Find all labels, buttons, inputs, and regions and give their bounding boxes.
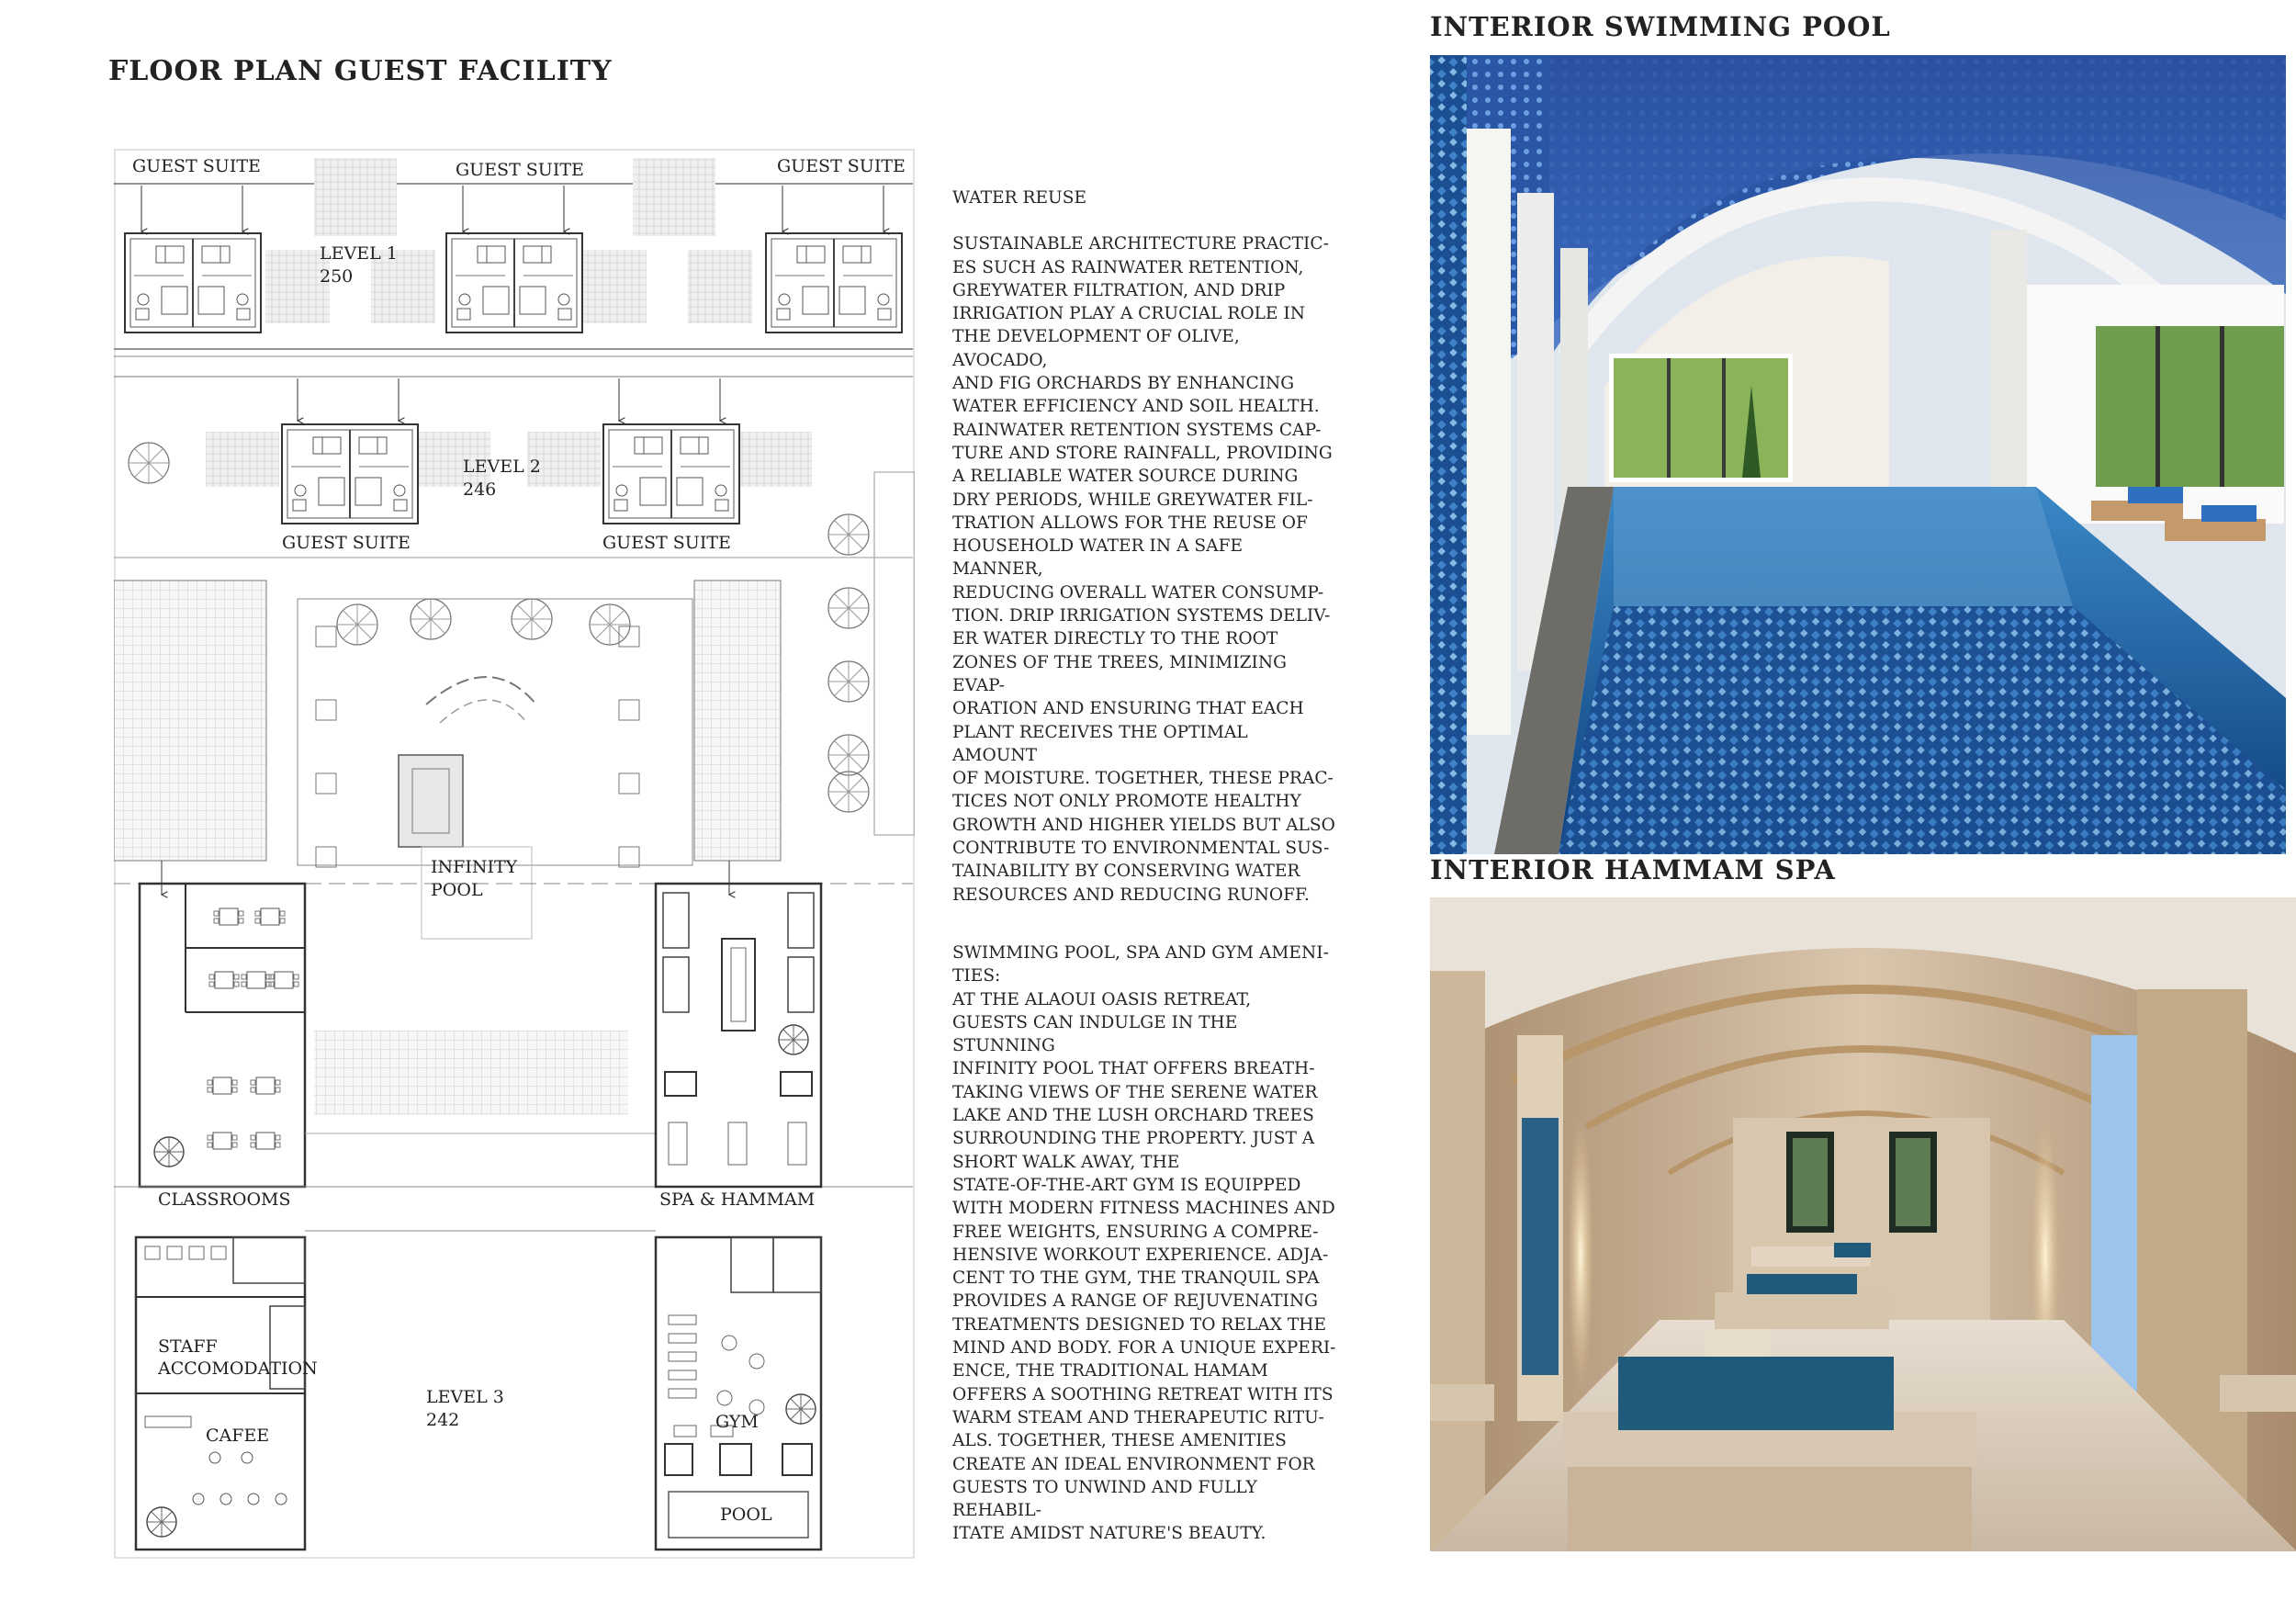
plan-label-guest-suite-1: GUEST SUITE [132, 156, 261, 176]
amenities-line: TIES: [952, 966, 1001, 986]
amenities-line: SWIMMING POOL, SPA AND GYM AMENI- [952, 943, 1329, 963]
amenities-body [952, 941, 1336, 1546]
water-reuse-line: AND FIG ORCHARDS BY ENHANCING [952, 374, 1295, 394]
plan-label-guest-suite-3: GUEST SUITE [777, 156, 906, 176]
water-reuse-line: CONTRIBUTE TO ENVIRONMENTAL SUS- [952, 839, 1330, 859]
water-reuse-line: SUSTAINABLE ARCHITECTURE PRACTIC- [952, 234, 1329, 254]
amenities-line: LAKE AND THE LUSH ORCHARD TREES [952, 1106, 1314, 1126]
amenities-line: FREE WEIGHTS, ENSURING A COMPRE- [952, 1222, 1319, 1242]
amenities-line: ITATE AMIDST NATURE'S BEAUTY. [952, 1524, 1266, 1544]
plan-label-level2-value: 246 [463, 479, 497, 500]
water-reuse-line: THE DEVELOPMENT OF OLIVE, AVOCADO, [952, 327, 1240, 370]
water-reuse-line: HOUSEHOLD WATER IN A SAFE MANNER, [952, 536, 1244, 580]
amenities-line: CREATE AN IDEAL ENVIRONMENT FOR [952, 1454, 1315, 1474]
amenities-line: STATE-OF-THE-ART GYM IS EQUIPPED [952, 1175, 1301, 1195]
amenities-line: WITH MODERN FITNESS MACHINES AND [952, 1199, 1335, 1219]
plan-label-guest-suite-2: GUEST SUITE [456, 160, 584, 180]
pool-photo-title: INTERIOR SWIMMING POOL [1430, 11, 1891, 42]
plan-label-guest-suite-5: GUEST SUITE [602, 533, 731, 553]
water-reuse-line: PLANT RECEIVES THE OPTIMAL AMOUNT [952, 722, 1248, 765]
water-reuse-line: REDUCING OVERALL WATER CONSUMP- [952, 582, 1324, 603]
interior-pool-photo [1430, 55, 2286, 854]
water-reuse-line: WATER EFFICIENCY AND SOIL HEALTH. [952, 397, 1320, 417]
water-reuse-line: ZONES OF THE TREES, MINIMIZING EVAP- [952, 652, 1288, 695]
water-reuse-line: ORATION AND ENSURING THAT EACH [952, 699, 1304, 719]
plan-label-guest-suite-4: GUEST SUITE [282, 533, 411, 553]
water-reuse-line: GROWTH AND HIGHER YIELDS BUT ALSO [952, 815, 1335, 835]
water-reuse-line: OF MOISTURE. TOGETHER, THESE PRAC- [952, 769, 1334, 789]
water-reuse-line: TURE AND STORE RAINFALL, PROVIDING [952, 443, 1333, 463]
amenities-line: INFINITY POOL THAT OFFERS BREATH- [952, 1059, 1315, 1079]
floor-plan-title: FLOOR PLAN GUEST FACILITY [108, 55, 613, 87]
plan-label-staff: STAFF [158, 1336, 218, 1357]
water-reuse-line: RAINWATER RETENTION SYSTEMS CAP- [952, 420, 1322, 440]
water-reuse-line: IRRIGATION PLAY A CRUCIAL ROLE IN [952, 304, 1306, 324]
amenities-line: HENSIVE WORKOUT EXPERIENCE. ADJA- [952, 1245, 1329, 1265]
plan-label-cafee: CAFEE [206, 1426, 270, 1446]
amenities-line: ALS. TOGETHER, THESE AMENITIES [952, 1431, 1287, 1451]
plan-label-level3-value: 242 [426, 1410, 460, 1430]
amenities-line: PROVIDES A RANGE OF REJUVENATING [952, 1291, 1319, 1312]
amenities-line: TAKING VIEWS OF THE SERENE WATER [952, 1082, 1318, 1102]
amenities-line: GUESTS TO UNWIND AND FULLY REHABIL- [952, 1477, 1257, 1521]
water-reuse-line: TRATION ALLOWS FOR THE REUSE OF [952, 513, 1308, 533]
plan-label-classrooms: CLASSROOMS [158, 1189, 291, 1210]
amenities-line: TREATMENTS DESIGNED TO RELAX THE [952, 1314, 1327, 1335]
spa-photo-title: INTERIOR HAMMAM SPA [1430, 854, 1836, 885]
amenities-line: WARM STEAM AND THERAPEUTIC RITU- [952, 1407, 1324, 1427]
plan-label-accomodation: ACCOMODATION [158, 1358, 318, 1379]
amenities-line: SHORT WALK AWAY, THE [952, 1152, 1180, 1172]
water-reuse-line: ES SUCH AS RAINWATER RETENTION, [952, 257, 1304, 277]
plan-label-level1-value: 250 [320, 266, 354, 287]
water-reuse-line: RESOURCES AND REDUCING RUNOFF. [952, 885, 1310, 905]
plan-label-gym: GYM [715, 1412, 759, 1432]
amenities-line: AT THE ALAOUI OASIS RETREAT, [952, 989, 1252, 1009]
amenities-line: GUESTS CAN INDULGE IN THE STUNNING [952, 1012, 1238, 1056]
amenities-line: OFFERS A SOOTHING RETREAT WITH ITS [952, 1384, 1334, 1404]
plan-label-level2: LEVEL 2 [463, 457, 541, 477]
plan-label-pool: POOL [431, 880, 483, 900]
water-reuse-line: ER WATER DIRECTLY TO THE ROOT [952, 629, 1278, 649]
amenities-line: ENCE, THE TRADITIONAL HAMAM [952, 1361, 1268, 1381]
amenities-line: SURROUNDING THE PROPERTY. JUST A [952, 1129, 1315, 1149]
water-reuse-line: A RELIABLE WATER SOURCE DURING [952, 467, 1299, 487]
water-reuse-line: TION. DRIP IRRIGATION SYSTEMS DELIV- [952, 606, 1331, 626]
water-reuse-heading: WATER REUSE [952, 188, 1087, 208]
plan-label-level1: LEVEL 1 [320, 243, 398, 264]
amenities-line: MIND AND BODY. FOR A UNIQUE EXPERI- [952, 1338, 1336, 1358]
water-reuse-body [952, 232, 1336, 907]
floor-plan-drawing [114, 149, 915, 1559]
plan-label-level3: LEVEL 3 [426, 1387, 504, 1407]
water-reuse-line: DRY PERIODS, WHILE GREYWATER FIL- [952, 490, 1313, 510]
water-reuse-line: TICES NOT ONLY PROMOTE HEALTHY [952, 792, 1301, 812]
amenities-line: CENT TO THE GYM, THE TRANQUIL SPA [952, 1268, 1320, 1289]
plan-label-pool-room: POOL [720, 1505, 772, 1525]
plan-label-infinity: INFINITY [431, 857, 518, 877]
plan-label-spa-hammam: SPA & HAMMAM [659, 1189, 816, 1210]
amenities-section [952, 941, 1336, 1546]
water-reuse-section [952, 186, 1336, 907]
water-reuse-line: GREYWATER FILTRATION, AND DRIP [952, 280, 1286, 300]
interior-spa-photo [1430, 897, 2296, 1551]
water-reuse-line: TAINABILITY BY CONSERVING WATER [952, 862, 1300, 882]
